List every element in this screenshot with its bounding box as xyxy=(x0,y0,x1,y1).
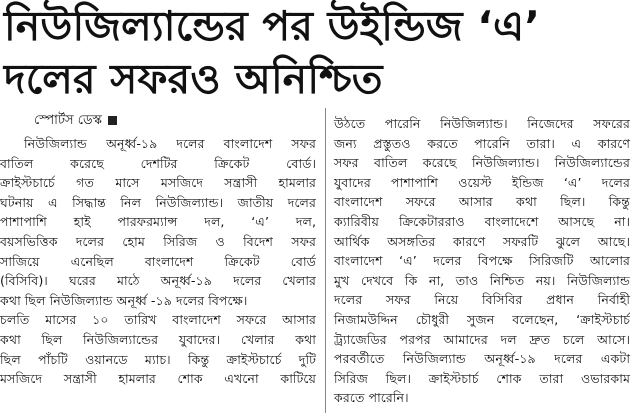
body-line: বাতিল করেছে দেশটির ক্রিকেট বোর্ড। xyxy=(0,155,316,171)
body-line: সফর বাতিল করেছে নিউজিল্যান্ড। নিউজিল্যান্ডের xyxy=(334,155,630,171)
body-line: দলের সফর নিয়ে বিসিবির প্রধান নির্বাহী xyxy=(334,292,630,308)
body-line: ক্যারিবীয় ক্রিকেটাররাও বাংলাদেশে আসছে না। xyxy=(334,213,630,229)
body-line: সাজিয়ে এনেছিল বাংলাদেশ ক্রিকেট বোর্ড xyxy=(0,253,316,269)
headline-line-1: নিউজিল্যান্ডের পর উইন্ডিজ ‘এ’ xyxy=(4,2,541,50)
body-line: উঠতে পারেনি নিউজিল্যান্ড। নিজেদের সফরের xyxy=(334,116,630,131)
byline-text: স্পোর্টস ডেস্ক xyxy=(34,113,102,128)
body-line: জন্য প্রস্তুতও করতে পারেনি তারা। এ কারণে xyxy=(334,135,630,151)
body-line: করতে পারেনি। xyxy=(334,390,409,406)
body-line: বাংলাদেশ ‘এ’ দলের বিপক্ষে সিরিজটি আলোর xyxy=(334,253,630,269)
body-line: ক্রাইস্টচার্চে গত মাসে মসজিদে সন্ত্রাসী হামলার xyxy=(0,175,316,191)
body-line: বাংলাদেশ সফরে আসার কথা ছিল। কিন্তু xyxy=(334,194,630,210)
body-line: মুখ দেখবে কি না, তাও নিশ্চিত নয়। নিউজিল্যান্ড xyxy=(334,272,630,288)
article-right-column xyxy=(334,114,630,408)
headline xyxy=(4,0,630,106)
headline-line-2: দলের সফরও অনিশ্চিত xyxy=(4,55,383,103)
body-line: সিরিজ ছিল। ক্রাইস্টচার্চ শোক তারা ওভারকাম xyxy=(334,370,630,386)
body-line: ছিল পাঁচটি ওয়ানডে ম্যাচ। কিন্তু ক্রাইস্টচার্চে দুটি xyxy=(0,351,316,367)
body-line: যুবাদের পাশাপাশি ওয়েস্ট ইন্ডিজ ‘এ’ দলের xyxy=(334,174,630,190)
article-left-column xyxy=(0,134,316,389)
column-divider xyxy=(325,108,326,413)
body-line: নিজামউদ্দিন চৌধুরী সুজন বলেছেন, ‘ক্রাইস্টচার্চ xyxy=(334,311,630,327)
body-line: কথা ছিল নিউজিল্যান্ডের যুবাদের। খেলার কথা xyxy=(0,331,316,347)
square-bullet-icon xyxy=(108,116,117,125)
body-line: ঘটনায় এ সিদ্ধান্ত নিল নিউজিল্যান্ড। জাতীয় দলের xyxy=(0,194,316,210)
body-line: আর্থিক অসঙ্গতির কারণে সফরটি ঝুলে আছে। xyxy=(334,233,630,249)
body-line: চলতি মাসের ১০ তারিখ বাংলাদেশ সফরে আসার xyxy=(0,312,316,328)
body-line: (বিসিবি)। ঘরের মাঠে অনূর্ধ্ব-১৯ দলের খেলার xyxy=(0,273,316,289)
byline xyxy=(34,113,117,129)
body-line: নিউজিল্যান্ড অনূর্ধ্ব-১৯ দলের বাংলাদেশ সফর xyxy=(24,136,316,151)
body-line: মসজিদে সন্ত্রাসী হামলার শোক এখনো কাটিয়ে xyxy=(0,371,316,387)
body-line: বয়সভিত্তিক দলের হোম সিরিজ ও বিদেশ সফর xyxy=(0,233,316,249)
body-line: পাশাপাশি হাই পারফরম্যান্স দল, ‘এ’ দল, xyxy=(0,214,316,230)
body-line: পরবর্তীতে নিউজিল্যান্ড অনূর্ধ্ব-১৯ দলের একটা xyxy=(334,351,630,367)
body-line: কথা ছিল নিউজিল্যান্ড অনূর্ধ্ব -১৯ দলের বিপক্ষে। xyxy=(0,292,248,308)
body-line: ট্র্যাজেডির পরপর আমাদের দল দ্রুত চলে আসে। xyxy=(334,331,630,347)
